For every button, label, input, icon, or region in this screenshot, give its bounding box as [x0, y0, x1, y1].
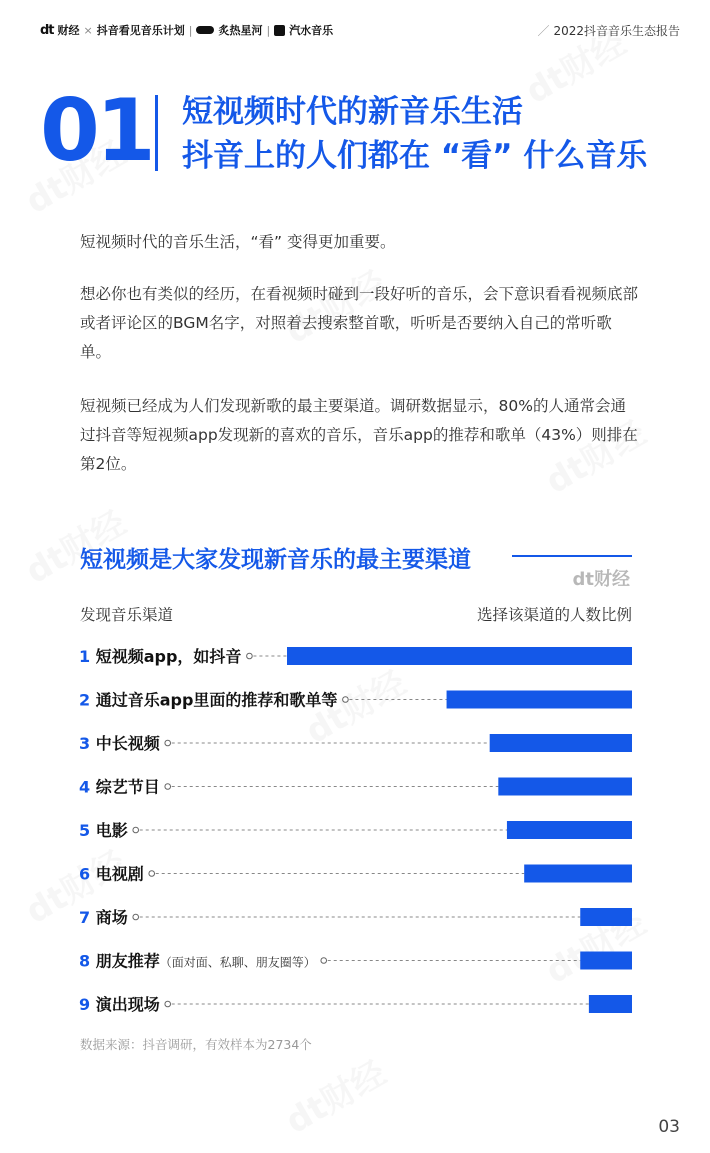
category-label [79, 647, 241, 667]
leader-dot [321, 958, 327, 964]
chart-left-header: 发现音乐渠道 [80, 606, 174, 624]
category-name: 朋友推荐 [95, 951, 160, 971]
times-sign: × [83, 23, 93, 37]
bar [490, 734, 632, 752]
category-name: 电影 [95, 821, 128, 840]
category-rank: 4 [79, 777, 96, 797]
category-label [79, 952, 316, 971]
chart-title: 短视频是大家发现新音乐的最主要渠道 [80, 547, 471, 573]
slash-icon: ／ [537, 24, 550, 38]
category-label [79, 734, 161, 753]
report-title-text: 2022抖音音乐生态报告 [553, 24, 680, 38]
category-label [79, 821, 128, 840]
chart-source-logo: dt财经 [572, 569, 630, 590]
paragraph-3: 短视频已经成为人们发现新歌的最主要渠道。调研数据显示，80%的人通常会通过抖音等短视频app发现新的喜欢的音乐，音乐app的推荐和歌单（43%）则排在第2位。 [80, 397, 638, 473]
bar [580, 952, 632, 970]
leader-dot [165, 784, 171, 790]
dt-brand-name: 财经 [57, 24, 80, 37]
bar [580, 908, 632, 926]
bar [524, 865, 632, 883]
section-title-line1: 短视频时代的新音乐生活 [182, 94, 523, 130]
leader-dot [165, 740, 171, 746]
category-name: 短视频app，如抖音 [95, 647, 242, 666]
leader-dot [343, 697, 349, 703]
plan-brand: 抖音看见音乐计划 [96, 24, 185, 37]
hot-brand: 炙热星河 [218, 24, 263, 37]
section-number: 01 [40, 81, 152, 181]
leader-dot [133, 914, 139, 920]
category-rank: 1 [79, 647, 96, 666]
category-label [79, 691, 337, 710]
category-name: 综艺节目 [95, 777, 160, 797]
bar [507, 821, 632, 839]
leader-dot [247, 653, 253, 659]
category-name: 商场 [95, 908, 128, 927]
bar [498, 778, 632, 796]
bar [287, 647, 632, 665]
category-label [79, 908, 128, 927]
category-note: （面对面、私聊、朋友圈等） [159, 955, 316, 970]
paragraph-1: 短视频时代的音乐生活，“看” 变得更加重要。 [80, 233, 396, 251]
leader-dot [165, 1001, 171, 1007]
leader-dot [149, 871, 155, 877]
category-rank: 6 [79, 864, 96, 884]
category-rank: 8 [79, 951, 96, 971]
category-label [79, 995, 160, 1014]
category-label [79, 865, 144, 884]
dt-logo: dt [40, 22, 54, 38]
leader-dot [133, 827, 139, 833]
bar [447, 691, 632, 709]
category-name: 通过音乐app里面的推荐和歌单等 [95, 690, 338, 710]
bar [589, 995, 632, 1013]
category-rank: 7 [79, 908, 96, 927]
category-rank: 5 [79, 821, 96, 840]
chart-right-header: 选择该渠道的人数比例 [476, 606, 632, 624]
category-name: 电视剧 [95, 864, 144, 884]
category-label [79, 778, 160, 797]
page-number: 03 [658, 1117, 680, 1137]
category-rank: 9 [79, 995, 96, 1014]
section-title-line2: 抖音上的人们都在 “看” 什么音乐 [182, 138, 648, 174]
divider: | [266, 23, 271, 37]
paragraph-2: 想必你也有类似的经历，在看视频时碰到一段好听的音乐，会下意识看看视频底部或者评论区的BGM名字，对照着去搜索整首歌，听听是否要纳入自己的常听歌单。 [80, 285, 639, 361]
category-name: 演出现场 [95, 995, 160, 1014]
category-rank: 3 [79, 734, 96, 753]
divider: | [188, 23, 193, 37]
qishui-brand: 汽水音乐 [289, 24, 334, 37]
category-name: 中长视频 [95, 734, 160, 753]
category-rank: 2 [79, 690, 96, 710]
data-source-note: 数据来源：抖音调研，有效样本为2734个 [80, 1037, 312, 1052]
